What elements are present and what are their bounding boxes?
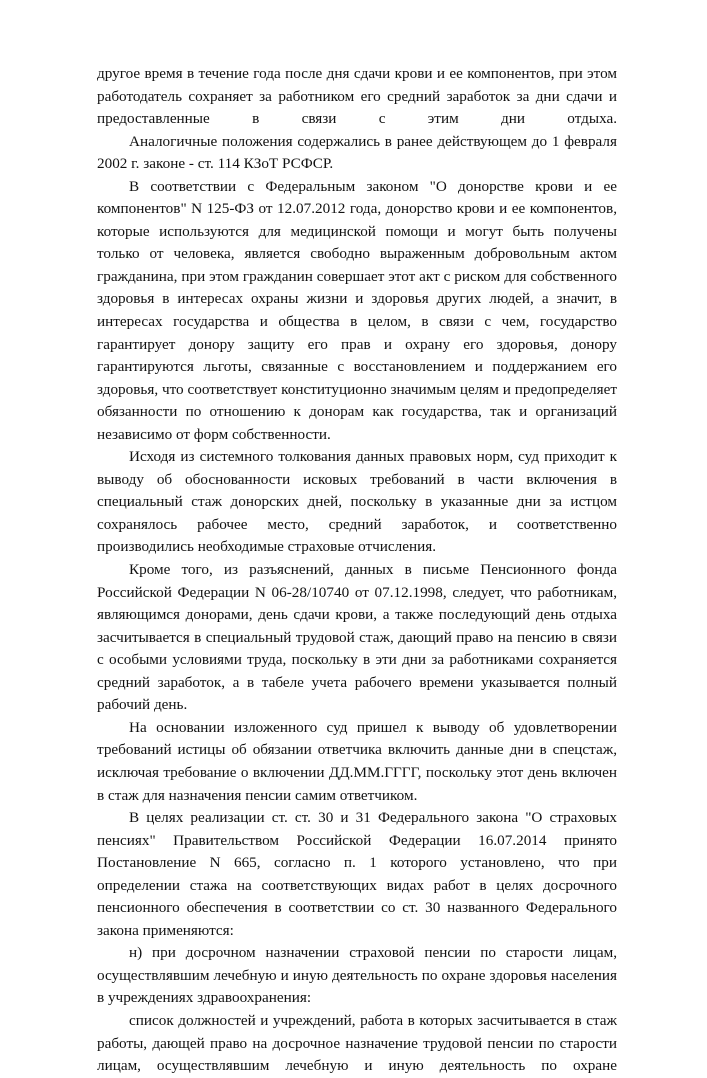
paragraph-item-n: н) при досрочном назначении страховой пенсии по старости лицам, осуществлявшим лечебную и иную деятельность по охране здоровья населения в учреждениях здравоохранения: (97, 944, 617, 1007)
paragraph-federal-law-donorship: В соответствии с Федеральным законом "О донорстве крови и ее компонентов" N 125-ФЗ от 12.07.2012 года, донорство крови и ее компонентов, которые используются для медицинской помощи и могут быть получены только от человека, является свободно выраженным добровольным актом гражданина, при этом гражданин совершает этот акт с риском для собственного здоровья в интересах охраны жизни и здоровья других людей, а значит, в интересах государства и общества в целом, в связи с чем, государство гарантирует донору защиту его прав и охрану его здоровья, донору гарантируются льготы, связанные с восстановлением и поддержанием его здоровья, что соответствует конституционно значимым целям и предопределяет обязанности по отношению к донорам как государства, так и организаций независимо от форм собственности. (97, 177, 617, 443)
paragraph-pension-fund-letter: Кроме того, из разъяснений, данных в письме Пенсионного фонда Российской Федерации N 06-28/10740 от 07.12.1998, следует, что работникам, являющимся донорами, день сдачи крови, а также последующий день отдыха засчитывается в специальный трудовой стаж, дающий право на пенсию в связи с особыми условиями труда, поскольку в эти дни за работниками сохраняется средний заработок, а в табеле учета рабочего времени указывается полный рабочий день. (97, 561, 617, 714)
paragraph-court-conclusion: На основании изложенного суд пришел к выводу об удовлетворении требований истицы об обязании ответчика включить данные дни в спецстаж, исключая требование о включении ДД.ММ.ГГГГ, поскольку этот день включен в стаж для назначения пенсии самим ответчиком. (97, 718, 617, 804)
paragraph-analogous-provisions: Аналогичные положения содержались в ранее действующем до 1 февраля 2002 г. законе - ст. 114 КЗоТ РСФСР. (97, 132, 617, 173)
document-text-body (97, 63, 617, 1078)
paragraph-continued: другое время в течение года после дня сдачи крови и ее компонентов, при этом работодатель сохраняет за работником его средний заработок за дни сдачи и предоставленные в связи с этим дни отдыха. (97, 65, 617, 128)
paragraph-government-decree: В целях реализации ст. ст. 30 и 31 Федерального закона "О страховых пенсиях" Правительством Российской Федерации 16.07.2014 принято Постановление N 665, согласно п. 1 которого установлено, что при определении стажа на соответствующих видах работ в целях досрочного пенсионного обеспечения в соответствии со ст. 30 названного Федерального закона применяются: (97, 809, 617, 939)
paragraph-systemic-interpretation: Исходя из системного толкования данных правовых норм, суд приходит к выводу об обоснованности исковых требований в части включения в специальный стаж донорских дней, поскольку в указанные дни за истцом сохранялось рабочее место, средний заработок, и соответственно производились необходимые страховые отчисления. (97, 448, 617, 556)
paragraph-list-of-positions: список должностей и учреждений, работа в которых засчитывается в стаж работы, дающей право на досрочное назначение трудовой пенсии по старости лицам, осуществлявшим лечебную и иную деятельность по охране (97, 1011, 617, 1075)
